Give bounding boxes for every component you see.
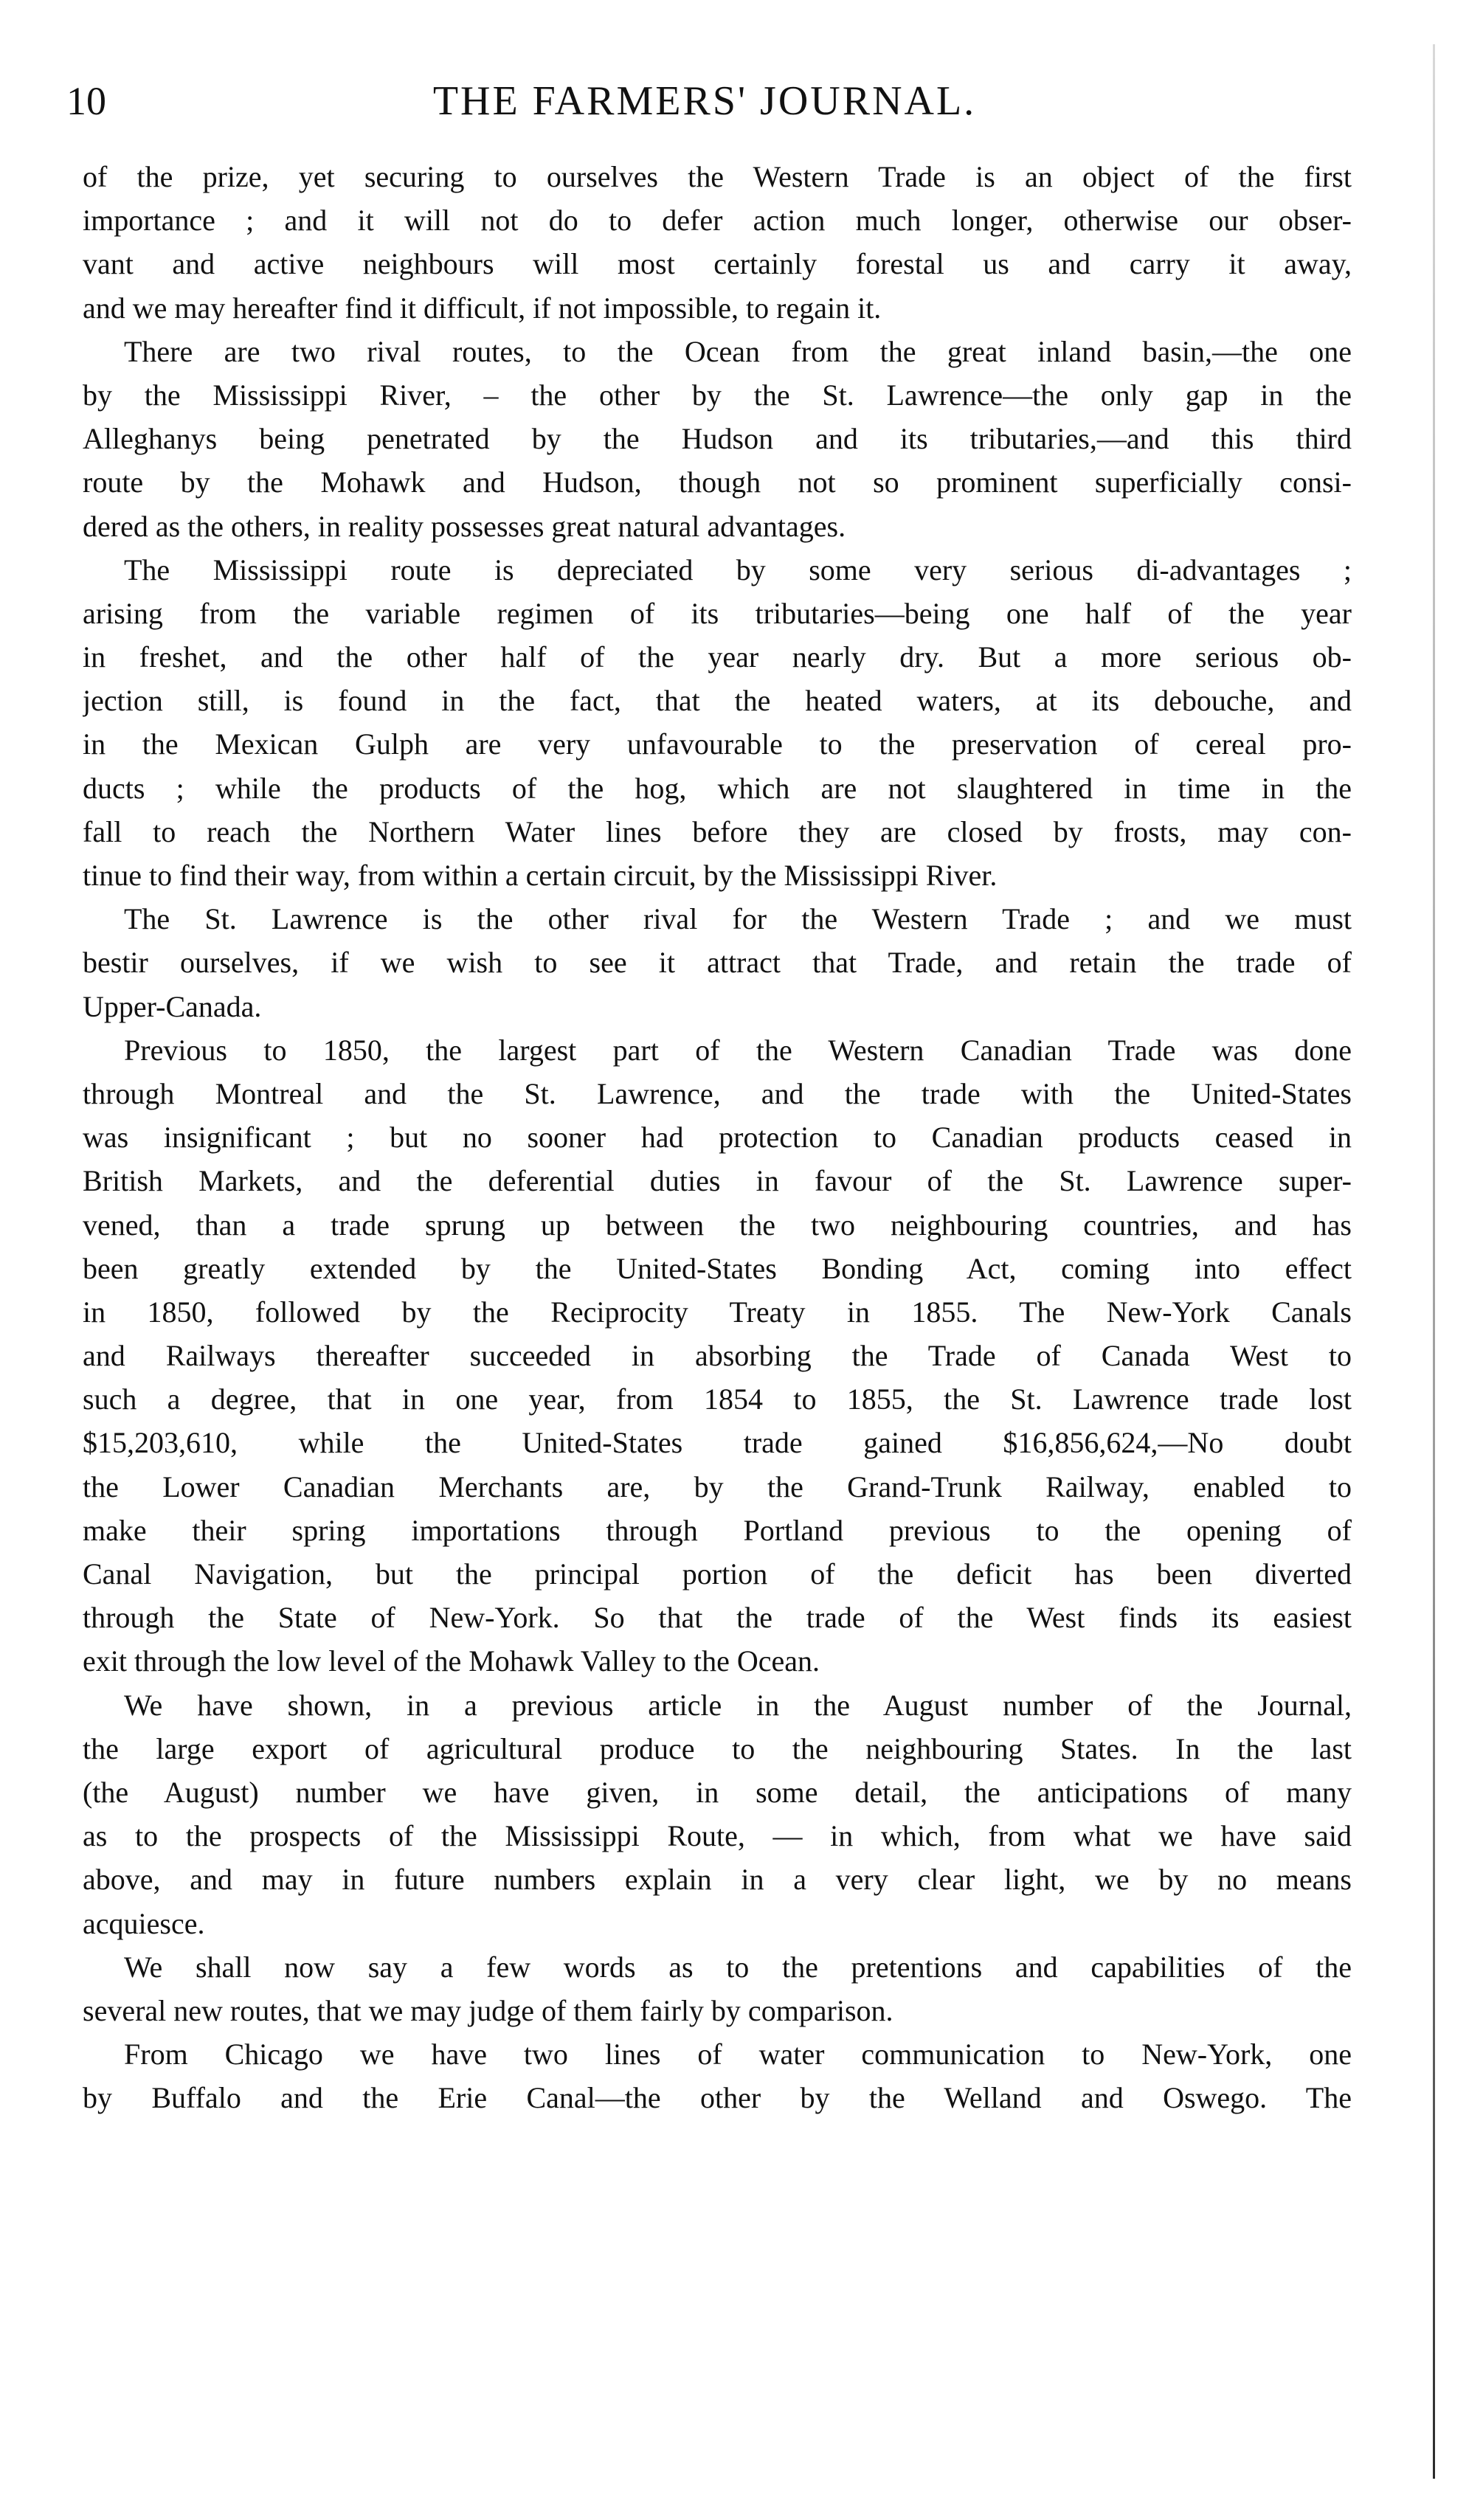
text-line: vened, than a trade sprung up between the two neighbouring countries, and has <box>83 1208 1352 1242</box>
text-line: Canal Navigation, but the principal portion of the deficit has been diverted <box>83 1557 1352 1590</box>
article-body <box>83 155 1352 2119</box>
text-line: fall to reach the Northern Water lines before they are closed by frosts, may con- <box>83 814 1352 848</box>
text-line: bestir ourselves, if we wish to see it attract that Trade, and retain the trade of <box>83 946 1352 980</box>
text-line: The Mississippi route is depreciated by some very serious di-advantages ; <box>124 553 1352 586</box>
text-line: was insignificant ; but no sooner had protection to Canadian products ceased in <box>83 1121 1352 1155</box>
text-line: and Railways thereafter succeeded in absorbing the Trade of Canada West to <box>83 1339 1352 1373</box>
text-line: Upper-Canada. <box>83 989 262 1023</box>
text-line: acquiesce. <box>83 1906 205 1940</box>
paragraph <box>83 1028 1352 1683</box>
text-line: From Chicago we have two lines of water communication to New-York, one <box>124 2038 1352 2071</box>
text-line: (the August) number we have given, in some detail, the anticipations of many <box>83 1775 1352 1809</box>
text-line: the large export of agricultural produce to the neighbouring States. In the last <box>83 1731 1352 1765</box>
text-line: tinue to find their way, from within a certain circuit, by the Mississippi River. <box>83 859 998 892</box>
paragraph <box>83 155 1352 330</box>
paragraph <box>83 330 1352 548</box>
text-line: vant and active neighbours will most certainly forestal us and carry it away, <box>83 247 1352 281</box>
text-line: jection still, is found in the fact, that the heated waters, at its debouche, and <box>83 684 1352 718</box>
paragraph <box>83 2032 1352 2119</box>
text-line: by the Mississippi River, – the other by the St. Lawrence—the only gap in the <box>83 378 1352 412</box>
text-line: of the prize, yet securing to ourselves the Western Trade is an object of the first <box>83 160 1352 193</box>
text-line: exit through the low level of the Mohawk Valley to the Ocean. <box>83 1644 820 1678</box>
text-line: by Buffalo and the Erie Canal—the other by the Welland and Oswego. The <box>83 2081 1352 2115</box>
text-line: in 1850, followed by the Reciprocity Treaty in 1855. The New-York Canals <box>83 1295 1352 1329</box>
text-line: dered as the others, in reality possesses great natural advantages. <box>83 509 846 543</box>
text-line: as to the prospects of the Mississippi Route, — in which, from what we have said <box>83 1819 1352 1853</box>
text-line: make their spring importations through Portland previous to the opening of <box>83 1513 1352 1547</box>
text-line: route by the Mohawk and Hudson, though not so prominent superficially consi- <box>83 465 1352 499</box>
text-line: importance ; and it will not do to defer action much longer, otherwise our obser- <box>83 204 1352 238</box>
text-line: The St. Lawrence is the other rival for the Western Trade ; and we must <box>124 902 1352 936</box>
text-line: We have shown, in a previous article in the August number of the Journal, <box>124 1688 1352 1722</box>
text-line: Alleghanys being penetrated by the Hudson and its tributaries,—and this third <box>83 422 1352 456</box>
text-line: Previous to 1850, the largest part of the Western Canadian Trade was done <box>124 1033 1352 1067</box>
text-line: through the State of New-York. So that the trade of the West finds its easiest <box>83 1601 1352 1635</box>
text-line: in freshet, and the other half of the year nearly dry. But a more serious ob- <box>83 640 1352 674</box>
paragraph <box>83 1683 1352 1945</box>
text-line: ducts ; while the products of the hog, which are not slaughtered in time in the <box>83 771 1352 805</box>
text-line: above, and may in future numbers explain in a very clear light, we by no means <box>83 1863 1352 1897</box>
text-line: in the Mexican Gulph are very unfavourable to the preservation of cereal pro- <box>83 727 1352 761</box>
paragraph <box>83 1945 1352 2032</box>
text-line: We shall now say a few words as to the pretentions and capabilities of the <box>124 1950 1352 1984</box>
text-line: through Montreal and the St. Lawrence, and the trade with the United-States <box>83 1076 1352 1110</box>
running-title: THE FARMERS' JOURNAL. <box>432 78 977 124</box>
text-line: several new routes, that we may judge of them fairly by comparison. <box>83 1993 893 2027</box>
text-line: arising from the variable regimen of its tributaries—being one half of the year <box>83 596 1352 630</box>
text-line: such a degree, that in one year, from 1854 to 1855, the St. Lawrence trade lost <box>83 1382 1352 1416</box>
page-number: 10 <box>66 79 106 123</box>
page-edge-rule <box>1433 44 1435 2479</box>
text-line: There are two rival routes, to the Ocean from the great inland basin,—the one <box>124 334 1352 368</box>
text-line: and we may hereafter find it difficult, if not impossible, to regain it. <box>83 291 882 325</box>
text-line: $15,203,610, while the United-States trade gained $16,856,624,—No doubt <box>83 1426 1352 1460</box>
paragraph <box>83 897 1352 1028</box>
text-line: been greatly extended by the United-States Bonding Act, coming into effect <box>83 1251 1352 1285</box>
text-line: British Markets, and the deferential duties in favour of the St. Lawrence super- <box>83 1164 1352 1198</box>
text-line: the Lower Canadian Merchants are, by the Grand-Trunk Railway, enabled to <box>83 1470 1352 1503</box>
paragraph <box>83 548 1352 898</box>
page-header <box>66 68 1343 134</box>
